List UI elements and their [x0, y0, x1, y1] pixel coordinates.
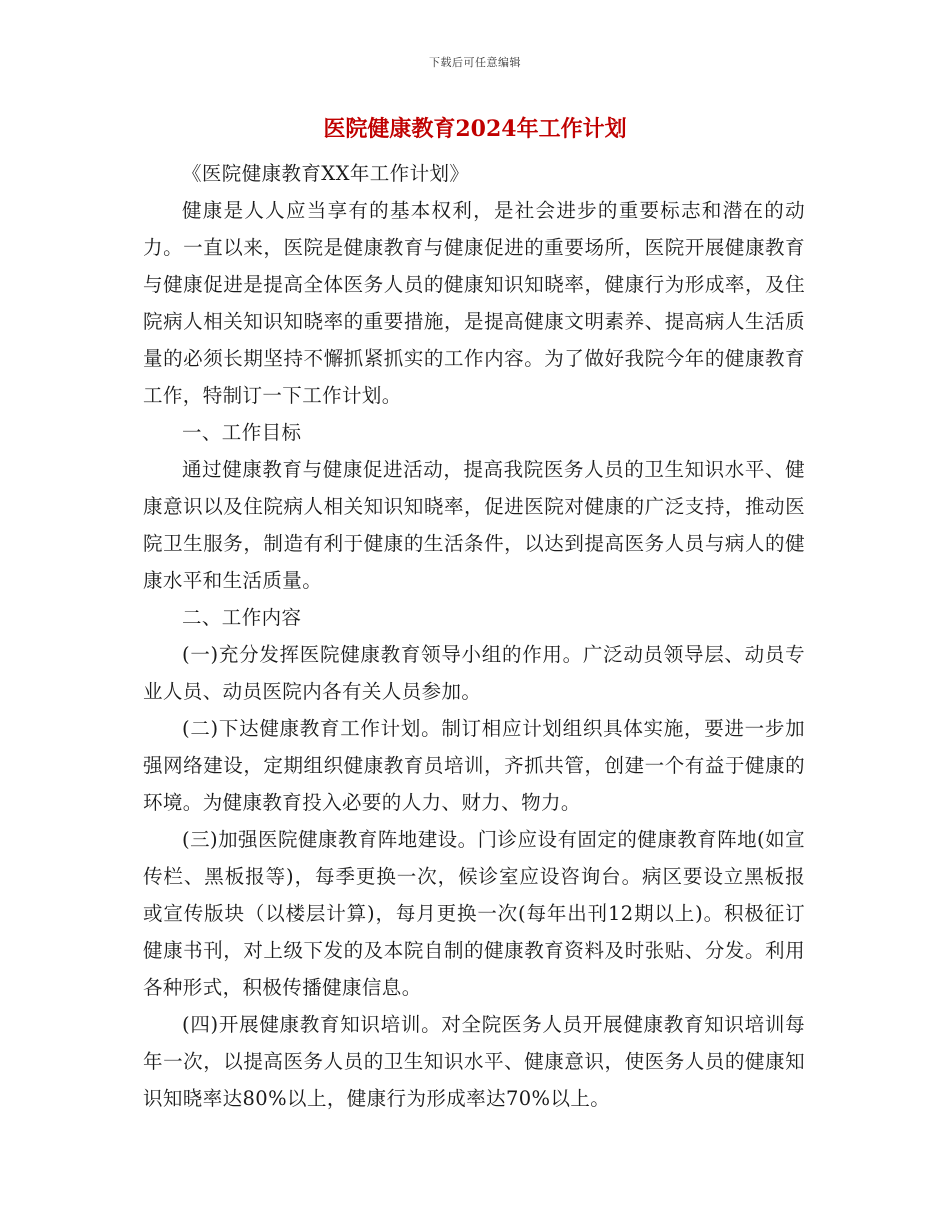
paragraph-item-1: (一)充分发挥医院健康教育领导小组的作用。广泛动员领导层、动员专业人员、动员医院内各有关人员参加。: [143, 643, 805, 703]
paragraph-doc-reference: 《医院健康教育XX年工作计划》: [182, 162, 470, 185]
paragraph-goals: 通过健康教育与健康促进活动，提高我院医务人员的卫生知识水平、健康意识以及住院病人相关知识知晓率，促进医院对健康的广泛支持，推动医院卫生服务，制造有利于健康的生活条件，以达到提高医务人员与病人的健康水平和生活质量。: [143, 458, 805, 592]
document-title: 医院健康教育2024年工作计划: [323, 116, 627, 142]
paragraph-item-4: (四)开展健康教育知识培训。对全院医务人员开展健康教育知识培训每年一次，以提高医务人员的卫生知识水平、健康意识，使医务人员的健康知识知晓率达80%以上，健康行为形成率达70%以上。: [143, 1013, 805, 1110]
header-note: 下载后可任意编辑: [429, 56, 521, 69]
paragraph-item-2: (二)下达健康教育工作计划。制订相应计划组织具体实施，要进一步加强网络建设，定期组织健康教育员培训，齐抓共管，创建一个有益于健康的环境。为健康教育投入必要的人力、财力、物力。: [143, 717, 805, 814]
document-body: [143, 155, 805, 1117]
paragraph-item-3: (三)加强医院健康教育阵地建设。门诊应设有固定的健康教育阵地(如宣传栏、黑板报等)，每季更换一次，候诊室应设咨询台。病区要设立黑板报或宣传版块（以楼层计算)，每月更换一次(每年出刊12期以上)。积极征订健康书刊，对上级下发的及本院自制的健康教育资料及时张贴、分发。利用各种形式，积极传播健康信息。: [143, 828, 805, 999]
paragraph-intro: 健康是人人应当享有的基本权利，是社会进步的重要标志和潜在的动力。一直以来，医院是健康教育与健康促进的重要场所，医院开展健康教育与健康促进是提高全体医务人员的健康知识知晓率，健康行为形成率，及住院病人相关知识知晓率的重要措施，是提高健康文明素养、提高病人生活质量的必须长期坚持不懈抓紧抓实的工作内容。为了做好我院今年的健康教育工作，特制订一下工作计划。: [143, 199, 805, 407]
section-heading-content: 二、工作内容: [182, 606, 302, 629]
section-heading-goals: 一、工作目标: [182, 421, 302, 444]
